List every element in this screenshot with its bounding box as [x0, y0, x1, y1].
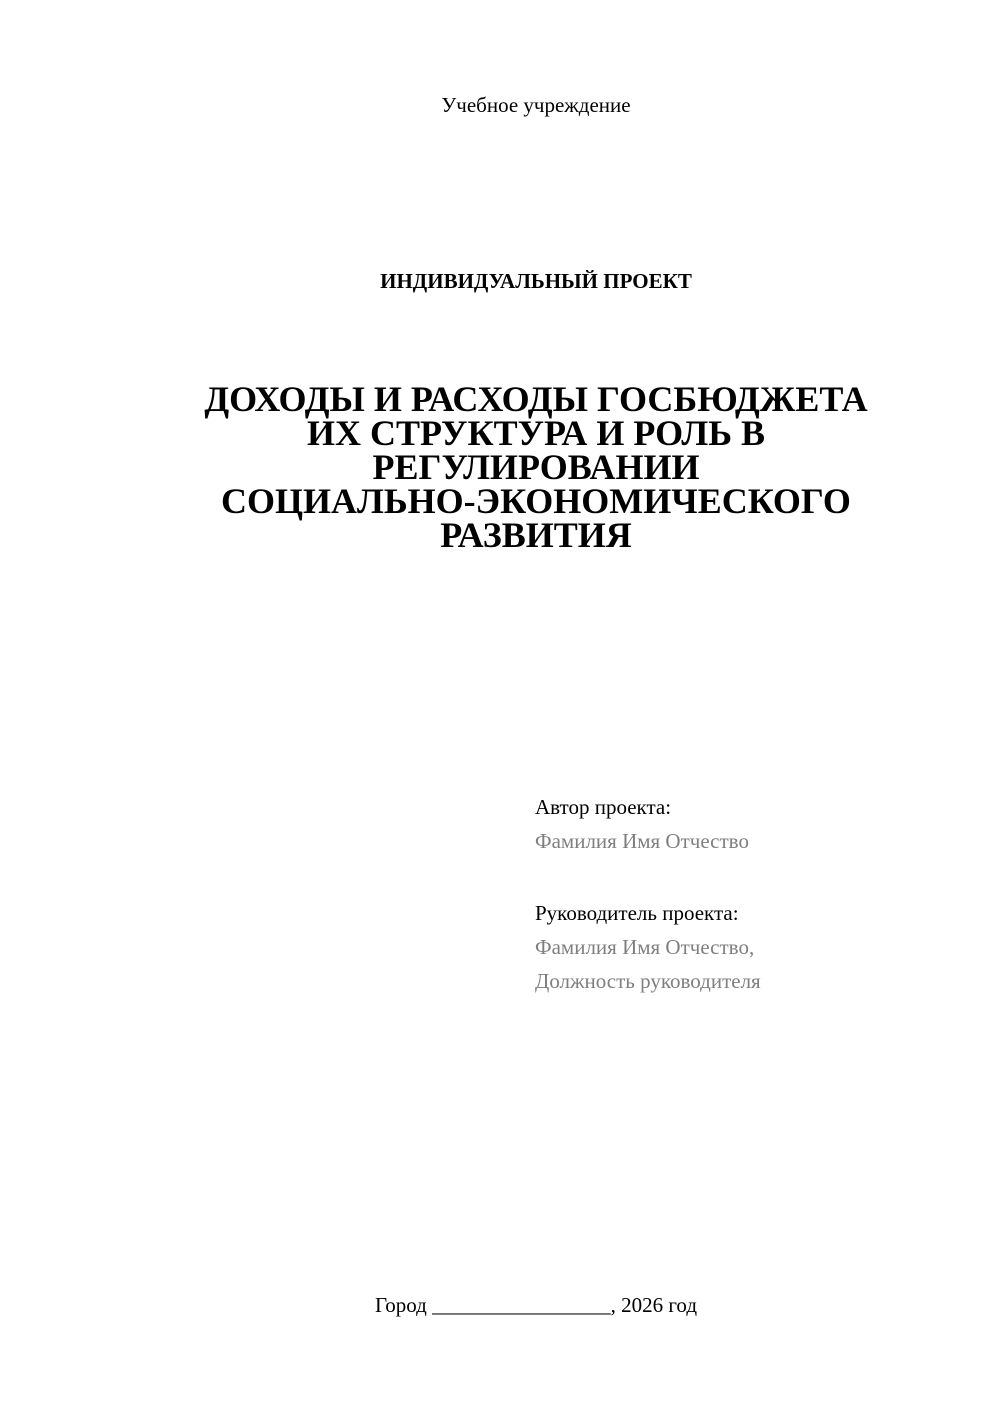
- title-line: СОЦИАЛЬНО-ЭКОНОМИЧЕСКОГО: [221, 481, 851, 521]
- title-line: РЕГУЛИРОВАНИИ: [372, 447, 700, 487]
- supervisor-name: Фамилия Имя Отчество,: [535, 935, 755, 959]
- credits-block: [535, 790, 975, 998]
- spacer: [535, 858, 975, 896]
- supervisor-position: Должность руководителя: [535, 969, 761, 993]
- supervisor-label: Руководитель проекта:: [535, 901, 739, 925]
- author-name: Фамилия Имя Отчество: [535, 829, 749, 853]
- city-year-line: Город _________________, 2026 год: [374, 1293, 698, 1317]
- title-line: ИХ СТРУКТУРА И РОЛЬ В: [306, 413, 766, 453]
- title-line: ДОХОДЫ И РАСХОДЫ ГОСБЮДЖЕТА: [204, 379, 868, 419]
- title-line: РАЗВИТИЯ: [440, 515, 632, 555]
- document-type: ИНДИВИДУАЛЬНЫЙ ПРОЕКТ: [380, 269, 692, 293]
- project-title: [0, 379, 1000, 555]
- author-label: Автор проекта:: [535, 795, 672, 819]
- institution-name: Учебное учреждение: [441, 93, 631, 117]
